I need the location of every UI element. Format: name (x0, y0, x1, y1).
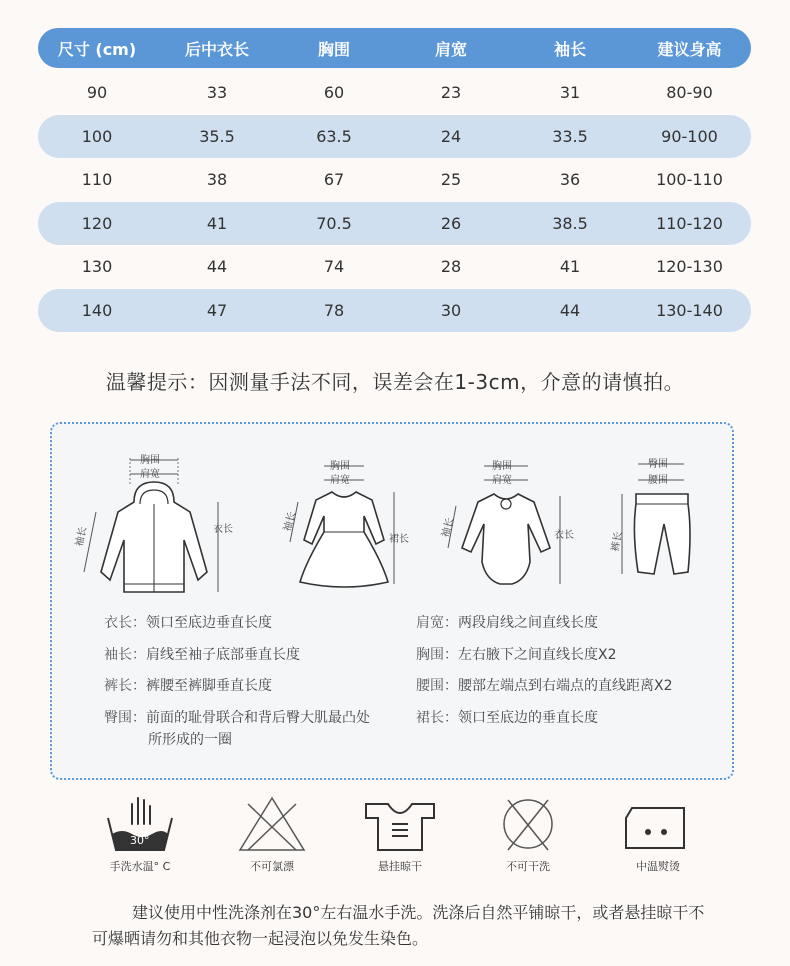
hand-wash-icon (102, 794, 178, 854)
table-cell: 63.5 (316, 126, 352, 146)
dress-skirt-label: 裙长 (389, 534, 409, 545)
pants-length-label: 裤长 (610, 530, 625, 553)
jacket-icon (72, 452, 232, 597)
medium-iron-icon (620, 794, 696, 854)
hang-dry-icon (362, 794, 438, 854)
no-dry-clean-icon (490, 794, 566, 854)
table-cell: 35.5 (199, 126, 235, 146)
pants-figure (608, 452, 708, 597)
romper-shoulder-label: 肩宽 (492, 475, 512, 486)
care-label: 中温熨烫 (636, 860, 680, 873)
definition-item: 腰围：腰部左端点到右端点的直线距离X2 (416, 678, 673, 694)
dress-sleeve-label: 袖长 (282, 510, 299, 533)
no-bleach-icon (234, 794, 310, 854)
table-cell: 78 (323, 300, 345, 320)
definition-item: 裤长：裤腰至裤脚垂直长度 (104, 678, 272, 694)
table-row (38, 202, 751, 245)
care-item-hang-dry (340, 794, 460, 874)
header-size: 尺寸 (cm) (57, 39, 137, 59)
table-cell: 41 (206, 213, 228, 233)
table-row (38, 71, 751, 114)
header-shoulder: 肩宽 (434, 39, 467, 59)
care-item-medium-iron (598, 794, 718, 874)
table-cell: 26 (440, 213, 462, 233)
table-cell: 33 (206, 83, 228, 102)
measurement-tip: 温馨提示：因测量手法不同，误差会在1-3cm，介意的请慎拍。 (105, 370, 685, 394)
table-cell: 120 (81, 213, 113, 233)
romper-chest-label: 胸围 (492, 461, 512, 472)
table-cell: 110-120 (656, 213, 723, 233)
care-item-no-dry-clean (468, 794, 588, 874)
dress-shoulder-label: 肩宽 (330, 475, 350, 486)
header-sleeve: 袖长 (553, 39, 586, 59)
size-table-header (38, 28, 751, 68)
table-cell: 70.5 (316, 213, 352, 233)
table-cell: 25 (440, 170, 462, 189)
care-item-hand-wash (80, 794, 200, 874)
pants-hip-label: 臀围 (648, 459, 668, 470)
romper-icon (440, 452, 574, 597)
care-instructions (0, 794, 790, 884)
header-back-length: 后中衣长 (184, 39, 249, 59)
jacket-length-label: 衣长 (213, 524, 233, 535)
romper-figure (440, 452, 574, 597)
garment-figures (52, 452, 732, 622)
definition-item: 裙长：领口至底边的垂直长度 (416, 710, 598, 726)
table-cell: 110 (81, 170, 113, 189)
table-cell: 60 (323, 83, 345, 102)
table-cell: 30 (440, 300, 462, 320)
table-cell: 74 (323, 257, 345, 276)
jacket-shoulder-label: 肩宽 (140, 469, 160, 480)
care-label: 手洗水温° C (109, 860, 171, 873)
table-cell: 67 (323, 170, 345, 189)
table-cell: 38.5 (552, 213, 588, 233)
table-cell: 38 (206, 170, 228, 189)
header-chest: 胸围 (317, 39, 350, 59)
table-cell: 100-110 (656, 170, 723, 189)
dress-icon (282, 452, 409, 597)
definition-item: 衣长：领口至底边垂直长度 (104, 615, 272, 631)
pants-waist-label: 腰围 (648, 475, 668, 486)
jacket-figure (72, 452, 232, 597)
table-cell: 90 (86, 83, 108, 102)
care-label: 不可干洗 (506, 860, 550, 873)
table-row (38, 245, 751, 288)
table-cell: 100 (81, 126, 113, 146)
table-cell: 90-100 (661, 126, 718, 146)
table-cell: 80-90 (666, 83, 713, 102)
definition-item: 胸围：左右腋下之间直线长度X2 (416, 647, 617, 663)
table-cell: 44 (206, 257, 228, 276)
table-cell: 120-130 (656, 257, 723, 276)
care-label: 不可氯漂 (250, 860, 294, 873)
dress-chest-label: 胸围 (330, 461, 350, 472)
definition-item: 袖长：肩线至袖子底部垂直长度 (104, 647, 300, 663)
size-table (38, 28, 751, 332)
table-cell: 130-140 (656, 300, 723, 320)
table-cell: 33.5 (552, 126, 588, 146)
care-label: 悬挂晾干 (378, 860, 422, 873)
pants-icon (608, 452, 708, 597)
table-row (38, 158, 751, 201)
table-cell: 31 (559, 83, 581, 102)
table-cell: 24 (440, 126, 462, 146)
table-cell: 47 (206, 300, 228, 320)
table-cell: 130 (81, 257, 113, 276)
jacket-sleeve-label: 袖长 (74, 525, 90, 548)
table-cell: 28 (440, 257, 462, 276)
wash-temp: 30° (130, 834, 150, 847)
table-cell: 36 (559, 170, 581, 189)
definition-item: 臀围：前面的耻骨联合和背后臀大肌最凸处 所形成的一圈 (104, 710, 370, 748)
table-cell: 140 (81, 300, 113, 320)
romper-sleeve-label: 袖长 (440, 516, 457, 539)
care-item-no-bleach (212, 794, 332, 874)
washing-note: 建议使用中性洗涤剂在30°左右温水手洗。洗涤后自然平铺晾干，或者悬挂晾干不可爆晒请勿和其他衣物一起浸泡以免发生染色。 (92, 903, 705, 948)
table-row (38, 289, 751, 332)
table-cell: 44 (559, 300, 581, 320)
measurement-guide-panel (50, 422, 734, 780)
definition-item: 肩宽：两段肩线之间直线长度 (416, 615, 598, 631)
jacket-chest-label: 胸围 (140, 455, 160, 466)
table-cell: 23 (440, 83, 462, 102)
dress-figure (282, 452, 409, 597)
romper-length-label: 衣长 (554, 530, 574, 541)
table-row (38, 115, 751, 158)
header-height: 建议身高 (657, 39, 722, 59)
table-cell: 41 (559, 257, 581, 276)
